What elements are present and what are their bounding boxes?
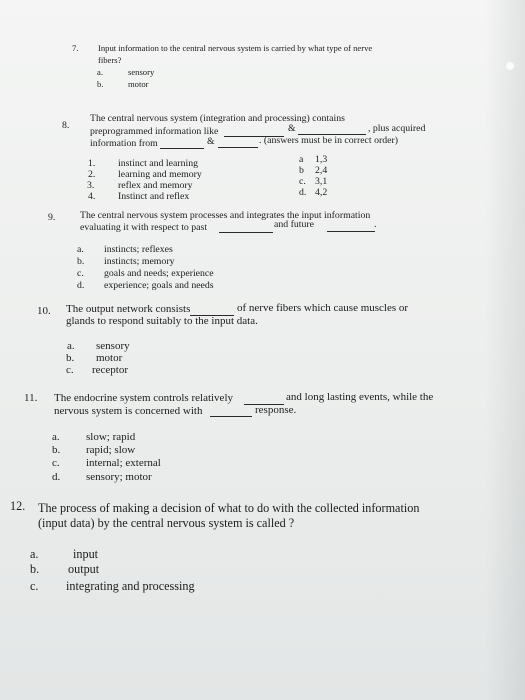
- question-number: 12.: [10, 499, 26, 513]
- option-letter: b.: [52, 444, 61, 456]
- ampersand: &: [288, 123, 296, 134]
- option-text: integrating and processing: [66, 579, 195, 593]
- option-letter: d.: [77, 280, 85, 291]
- question-stem: (input data) by the central nervous system is called ?: [38, 516, 295, 530]
- question-number: 9.: [48, 212, 56, 223]
- option-text: 3,1: [315, 176, 328, 187]
- option-letter: d.: [52, 471, 61, 483]
- answer-blank[interactable]: [210, 416, 252, 417]
- option-letter: c.: [77, 268, 84, 279]
- page-shadow: [485, 0, 525, 700]
- option-letter: b.: [97, 79, 104, 89]
- option-letter: c.: [30, 579, 39, 593]
- question-stem: information from: [90, 138, 158, 149]
- option-letter: a: [299, 154, 304, 165]
- question-stem: evaluating it with respect to past: [80, 222, 208, 233]
- option-text: receptor: [92, 364, 129, 376]
- question-stem: glands to respond suitably to the input data.: [66, 315, 258, 327]
- question-number: 8.: [62, 120, 70, 131]
- option-letter: a.: [77, 244, 84, 255]
- option-text: goals and needs; experience: [104, 268, 214, 279]
- item-text: learning and memory: [118, 169, 202, 180]
- item-number: 2.: [88, 169, 96, 180]
- question-stem: The endocrine system controls relatively: [54, 392, 233, 404]
- answer-blank[interactable]: [160, 148, 204, 149]
- option-text: slow; rapid: [86, 431, 136, 443]
- option-letter: b.: [77, 256, 85, 267]
- option-letter: c.: [299, 176, 306, 187]
- question-stem: The output network consists: [66, 303, 191, 315]
- question-stem: , plus acquired: [368, 123, 426, 134]
- option-text: internal; external: [86, 457, 161, 469]
- option-letter: a.: [52, 431, 60, 443]
- option-text: instincts; memory: [104, 256, 175, 267]
- option-text: motor: [128, 79, 149, 89]
- item-text: reflex and memory: [118, 180, 193, 191]
- question-stem: and long lasting events, while the: [286, 391, 434, 403]
- question-stem: response.: [255, 404, 297, 416]
- option-text: 2,4: [315, 165, 328, 176]
- option-text: instincts; reflexes: [104, 244, 173, 255]
- option-letter: a.: [30, 547, 39, 561]
- option-letter: c.: [66, 364, 74, 376]
- question-stem: of nerve fibers which cause muscles or: [237, 302, 409, 314]
- option-letter: b: [299, 165, 304, 176]
- question-stem: The central nervous system (integration and processing) contains: [90, 113, 345, 124]
- item-number: 1.: [88, 158, 96, 169]
- option-text: rapid; slow: [86, 444, 136, 456]
- option-text: motor: [96, 352, 123, 364]
- item-number: 4.: [88, 191, 96, 202]
- option-letter: a.: [97, 67, 103, 77]
- question-number: 11.: [24, 392, 38, 404]
- option-letter: d.: [299, 187, 307, 198]
- question-number: 7.: [72, 43, 79, 53]
- option-text: 4,2: [315, 187, 328, 198]
- question-stem: .: [374, 219, 377, 230]
- question-stem: The central nervous system processes and integrates the input information: [80, 210, 371, 221]
- option-text: input: [73, 547, 99, 561]
- item-text: instinct and learning: [118, 158, 198, 169]
- option-text: sensory; motor: [86, 471, 152, 483]
- question-stem: nervous system is concerned with: [54, 405, 203, 417]
- option-text: output: [68, 562, 100, 576]
- answer-blank[interactable]: [219, 232, 273, 233]
- option-text: 1,3: [315, 154, 328, 165]
- question-stem: Input information to the central nervous system is carried by what type of nerve: [98, 43, 373, 53]
- option-text: sensory: [128, 67, 155, 77]
- item-text: Instinct and reflex: [118, 191, 190, 202]
- answer-blank[interactable]: [327, 231, 375, 232]
- option-letter: b.: [30, 562, 40, 576]
- item-number: 3.: [87, 180, 95, 191]
- option-text: experience; goals and needs: [104, 280, 214, 291]
- question-stem: preprogrammed information like: [90, 126, 219, 137]
- question-stem: . (answers must be in correct order): [259, 135, 399, 146]
- question-stem: and future: [274, 219, 314, 230]
- ampersand: &: [207, 136, 215, 147]
- option-text: sensory: [96, 340, 130, 352]
- paper-hole: [506, 62, 514, 70]
- question-stem: fibers?: [98, 55, 122, 65]
- question-number: 10.: [37, 305, 51, 317]
- answer-blank[interactable]: [218, 147, 258, 148]
- question-stem: The process of making a decision of what to do with the collected information: [38, 501, 420, 515]
- option-letter: a.: [67, 340, 75, 352]
- option-letter: c.: [52, 457, 60, 469]
- option-letter: b.: [66, 352, 75, 364]
